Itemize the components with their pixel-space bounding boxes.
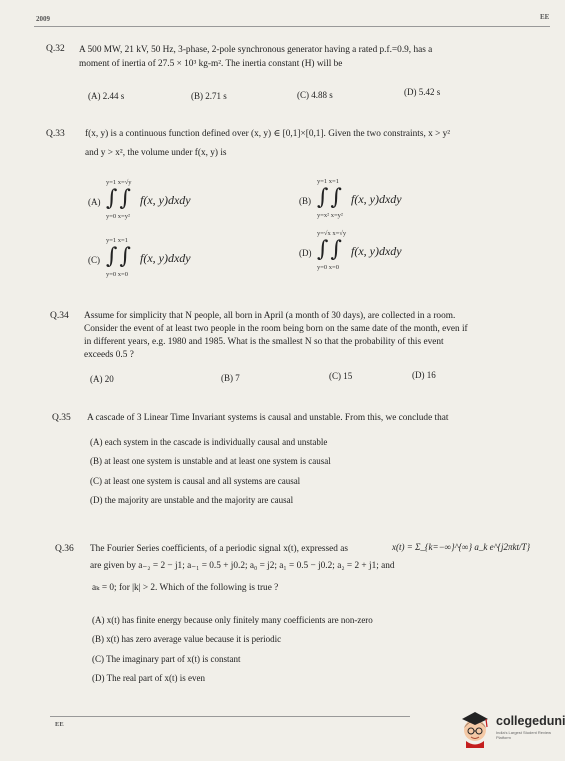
question-text-line: in different years, e.g. 1980 and 1985. What is the smallest N so that the probability of this event (84, 337, 444, 347)
question-number: Q.35 (52, 413, 71, 423)
header-rule (34, 26, 550, 27)
upper-limits: y=√x x=√y (317, 230, 347, 237)
logo-name: collegeduni (496, 714, 565, 728)
option-b (299, 178, 479, 224)
option-a: (A) 20 (90, 374, 114, 384)
footer-code: EE (55, 721, 64, 728)
question-number: Q.34 (50, 311, 69, 321)
option-d (299, 230, 479, 276)
option-d: (D) 16 (412, 370, 436, 380)
formula-text: x(t) = Σ_{k=−∞}^{∞} a_k e^{j2πkt/T} (392, 542, 531, 552)
question-text-line: and y > x², the volume under f(x, y) is (85, 148, 227, 158)
option-a: (A) each system in the cascade is individually causal and unstable (90, 437, 328, 447)
option-label: (B) (299, 196, 311, 206)
fourier-series-formula (392, 542, 530, 552)
option-b: (B) 2.71 s (191, 91, 227, 101)
student-avatar-icon (456, 708, 494, 748)
double-integral-icon: ∫∫ (106, 244, 133, 269)
option-label: (A) (88, 197, 101, 207)
question-text-line: are given by a₋₂ = 2 − j1; a₋₁ = 0.5 + j0.2; a₀ = j2; a₁ = 0.5 − j0.2; a₂ = 2 + j1; and (90, 561, 395, 571)
question-text-line: moment of inertia of 27.5 × 10³ kg-m². The inertia constant (H) will be (79, 59, 343, 69)
option-a (88, 179, 268, 225)
question-text-line: The Fourier Series coefficients, of a periodic signal x(t), expressed as (90, 544, 348, 554)
double-integral-icon: ∫∫ (317, 185, 344, 210)
option-label: (C) (88, 255, 100, 265)
lower-limits: y=0 x=y² (106, 213, 130, 220)
upper-limits: y=1 x=1 (106, 237, 128, 244)
option-c: (C) 4.88 s (297, 90, 333, 100)
option-b: (B) x(t) has zero average value because it is periodic (92, 634, 282, 644)
option-a: (A) x(t) has finite energy because only finitely many coefficients are non-zero (92, 615, 373, 625)
question-number: Q.32 (46, 44, 65, 54)
question-text-line: aₖ = 0; for |k| > 2. Which of the following is true ? (92, 583, 279, 593)
question-text-line: Consider the event of at least two people in the room being born on the same date of the month, even if (84, 324, 468, 334)
question-number: Q.33 (46, 129, 65, 139)
upper-limits: y=1 x=1 (317, 178, 339, 185)
lower-limits: y=0 x=0 (106, 271, 128, 278)
option-label: (D) (299, 248, 312, 258)
question-number: Q.36 (55, 544, 74, 554)
page-code: EE (540, 13, 550, 21)
lower-limits: y=x² x=y² (317, 212, 343, 219)
option-b: (B) at least one system is unstable and at least one system is causal (90, 456, 331, 466)
option-d: (D) The real part of x(t) is even (92, 673, 206, 683)
option-c: (C) The imaginary part of x(t) is constant (92, 654, 241, 664)
question-text-line: A cascade of 3 Linear Time Invariant systems is causal and unstable. From this, we conclude that (87, 413, 449, 423)
lower-limits: y=0 x=0 (317, 264, 339, 271)
logo-tagline: India's Largest Student Review Platform (496, 730, 552, 740)
footer-rule (50, 716, 410, 717)
page-year: 2009 (36, 15, 50, 23)
option-b: (B) 7 (221, 373, 240, 383)
integrand: f(x, y)dxdy (140, 251, 191, 265)
double-integral-icon: ∫∫ (106, 186, 133, 211)
question-text-line: Assume for simplicity that N people, all born in April (a month of 30 days), are collected in a room. (84, 311, 456, 321)
collegeduni-logo (456, 708, 564, 750)
integrand: f(x, y)dxdy (140, 193, 191, 207)
upper-limits: y=1 x=√y (106, 179, 132, 186)
integrand: f(x, y)dxdy (351, 244, 402, 258)
option-c: (C) at least one system is causal and all systems are causal (90, 476, 301, 486)
option-c (88, 237, 268, 283)
option-d: (D) 5.42 s (404, 87, 441, 97)
option-d: (D) the majority are unstable and the majority are causal (90, 495, 294, 505)
option-c: (C) 15 (329, 371, 353, 381)
option-a: (A) 2.44 s (88, 91, 125, 101)
question-text-line: f(x, y) is a continuous function defined over (x, y) ∈ [0,1]×[0,1]. Given the two constraints, x > y² (85, 129, 451, 139)
question-text-line: exceeds 0.5 ? (84, 350, 134, 360)
integrand: f(x, y)dxdy (351, 192, 402, 206)
double-integral-icon: ∫∫ (317, 237, 344, 262)
question-text-line: A 500 MW, 21 kV, 50 Hz, 3-phase, 2-pole synchronous generator having a rated p.f.=0.9, has a (79, 45, 433, 55)
